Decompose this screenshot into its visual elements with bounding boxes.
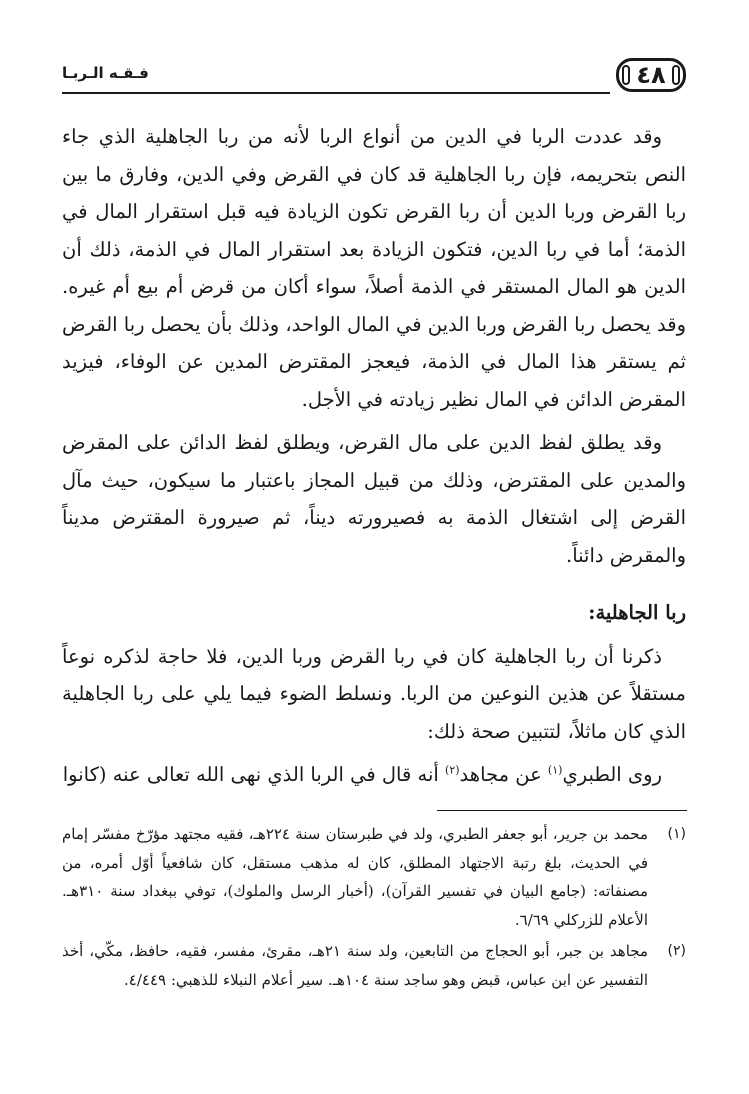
footnotes	[62, 820, 686, 997]
main-text	[62, 118, 686, 794]
footnote-divider	[437, 810, 687, 811]
footnote-ref-1[interactable]: (١)	[547, 763, 563, 777]
page-header	[62, 56, 686, 98]
running-title: فـقـه الـربـا	[62, 64, 149, 82]
footnote-text: مجاهد بن جبر، أبو الحجاج من التابعين، ولد سنة ٢١هـ، مقرئ، مفسر، فقيه، حافظ، مكّي، أخذ التفسير عن ابن عباس، قبض وهو ساجد سنة ١٠٤هـ. سير أعلام النبلاء للذهبي: ٤/٤٤٩.	[62, 942, 649, 989]
paragraph-text: عن مجاهد	[459, 763, 548, 786]
footnote-item	[62, 820, 686, 934]
page-number-frame	[616, 58, 686, 92]
footnote-number: (٢)	[667, 943, 686, 959]
section-heading: ربا الجاهلية:	[588, 601, 686, 624]
footnote-text: محمد بن جرير، أبو جعفر الطبري، ولد في طبرستان سنة ٢٢٤هـ، فقيه مجتهد مؤرّخ مفسّر إمام في الحديث، بلغ رتبة الاجتهاد المطلق، كان له مذهب مستقل، كان شافعياً أوّل أمره، من مصنفاته: (جامع البيان في تفسير القرآن)، (أخبار الرسل والملوك)، توفي ببغداد سنة ٣١٠هـ. الأعلام للزركلي ٦/٦٩.	[62, 825, 648, 929]
paragraph: ذكرنا أن ربا الجاهلية كان في ربا القرض وربا الدين، فلا حاجة لذكره نوعاً مستقلاً عن هذين النوعين من الربا. ونسلط الضوء فيما يلي على ربا الجاهلية الذي كان ماثلاً، لتتبين صحة ذلك:	[62, 644, 686, 743]
header-divider	[62, 92, 610, 94]
paragraph: وقد يطلق لفظ الدين على مال القرض، ويطلق لفظ الدائن على المقرض والمدين على المقترض، وذلك من قبيل المجاز باعتبار ما سيكون، حيث مآل القرض إلى اشتغال الذمة به فصيرورته ديناً، ثم صيرورة المقترض مديناً والمقرض دائناً.	[62, 431, 686, 567]
paragraph-text: أنه قال في الربا الذي نهى الله تعالى عنه (كانوا	[62, 763, 446, 786]
footnote-ref-2[interactable]: (٢)	[445, 763, 460, 777]
page-number: ٤٨	[636, 61, 666, 89]
footnote-number: (١)	[667, 826, 686, 842]
paragraph-with-footnote-refs	[62, 756, 686, 794]
footnote-item	[62, 937, 686, 994]
paragraph-text: روى الطبري	[562, 763, 662, 786]
paragraph: وقد عددت الربا في الدين من أنواع الربا لأنه من ربا الجاهلية الذي جاء النص بتحريمه، فإن ربا الجاهلية قد كان في القرض وفي الدين، وفارق ما بين ربا القرض وربا الدين أن ربا القرض تكون الزيادة فيه قبل استقرار المال في الذمة؛ أما في ربا الدين، فتكون الزيادة بعد استقرار المال في الذمة، ذلك أن الدين هو المال المستقر في الذمة أصلاً، سواء أكان من قرض أم بيع أم غيره. وقد يحصل ربا القرض وربا الدين في المال الواحد، وذلك بأن يحصل ربا القرض ثم يستقر هذا المال في الذمة، فيعجز المقترض المدين عن الوفاء، فيزيد المقرض الدائن في المال نظير زيادته في الأجل.	[62, 125, 686, 411]
